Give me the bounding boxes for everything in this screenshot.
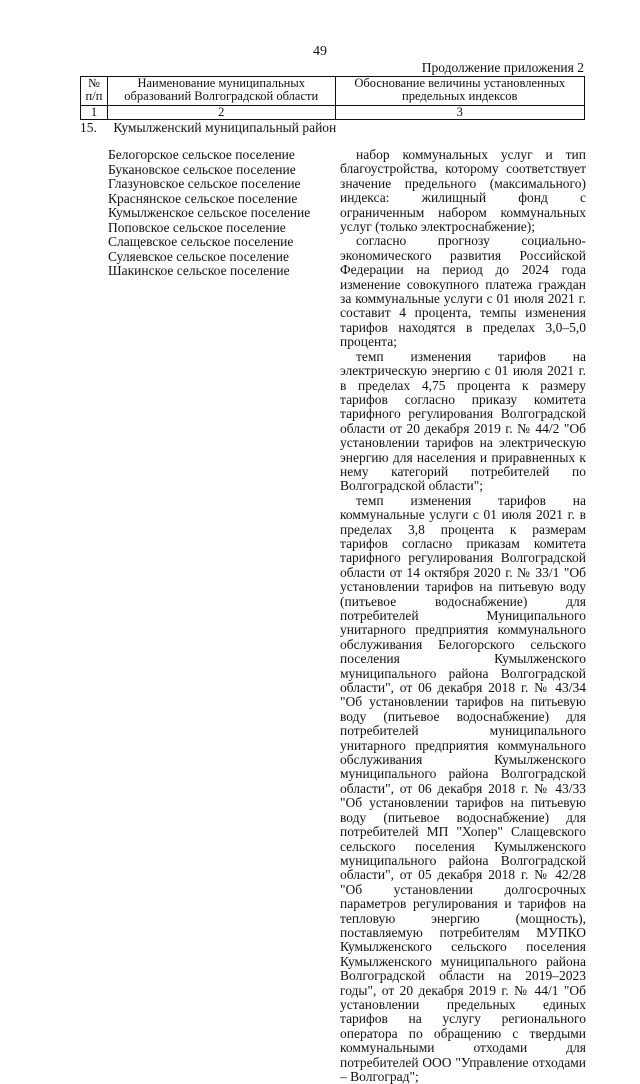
section-title: Кумылженский муниципальный район xyxy=(113,120,337,135)
header-num-2: 2 xyxy=(107,106,335,120)
justification-paragraph: темп изменения тарифов на электрическую энергию с 01 июля 2021 г. в пределах 4,75 процента к размеру тарифов согласно приказу комитета тарифного регулирования Волгоградской области от 20 декабря 2019 г. № 44/2 "Об установлении тарифов на электрическую энергию для населения и приравненных к нему категорий потребителей по Волгоградской области"; xyxy=(340,348,586,494)
justification-paragraph: темп изменения тарифов на коммунальные услуги с 01 июля 2021 г. в пределах 3,8 процента к размерам тарифов согласно приказам комитета тарифного регулирования Волгоградской области от 14 октября 2020 г. № 33/1 "Об установлении тарифов на питьевую воду (питьевое водоснабжение) для потребителей Муниципального унитарного предприятия коммунального обслуживания Белогорского сельского поселения Кумылженского муниципального района Волгоградской области", от 06 декабря 2018 г. № 43/34 "Об установлении тарифов на питьевую воду (питьевое водоснабжение) для потребителей муниципального унитарного предприятия коммунального обслуживания Кумылженского муниципального района Волгоградской области", от 06 декабря 2018 г. № 43/33 "Об установлении тарифов на питьевую воду (питьевое водоснабжение) для потребителей МП "Хопер" Слащевского сельского поселения Кумылженского муниципального района Волгоградской области", от 05 декабря 2018 г. № 42/28 "Об установлении долгосрочных параметров регулирования и тарифов на тепловую энергию (мощность), поставляемую потребителям МУПКО Кумылженского сельского поселения Кумылженского муниципального района Волгоградской области на 2019–2023 годы", от 20 декабря 2019 г. № 44/1 "Об установлении предельных единых тарифов на услугу регионального оператора по обращению с твердыми коммунальными отходами для потребителей ООО "Управление отходами – Волгоград"; xyxy=(340,492,586,1084)
settlement-item: Краснянское сельское поселение xyxy=(108,190,298,206)
justification-paragraph: согласно прогнозу социально-экономического развития Российской Федерации на период до 2024 года изменение совокупного платежа граждан за коммунальные услуги с 01 июля 2021 г. составит 4 процента, темпы изменения тарифов находятся в пределах 3,0–5,0 процента; xyxy=(340,233,586,350)
page-number: 49 xyxy=(313,44,327,59)
continuation-label: Продолжение приложения 2 xyxy=(421,60,584,75)
justification-text xyxy=(340,148,586,1084)
settlement-item: Кумылженское сельское поселение xyxy=(108,205,311,220)
settlement-list xyxy=(108,148,310,279)
header-col-municipality: Наименование муниципальных образований Волгоградской области xyxy=(107,77,335,106)
header-num-3: 3 xyxy=(335,106,585,120)
settlement-item: Белогорское сельское поселение xyxy=(108,147,295,162)
settlement-item: Шакинское сельское поселение xyxy=(108,263,290,278)
justification-paragraph: набор коммунальных услуг и тип благоустройства, которому соответствует значение предельного (максимального) индекса: жилищный фонд с ограниченным набором коммунальных услуг (только электроснабжение); xyxy=(340,147,586,235)
section-heading xyxy=(80,120,336,136)
header-col-number: № п/п xyxy=(81,77,108,106)
settlement-item: Букановское сельское поселение xyxy=(108,161,296,177)
settlement-item: Суляевское сельское поселение xyxy=(108,248,290,264)
settlement-item: Глазуновское сельское поселение xyxy=(108,176,301,191)
header-col-justification: Обоснование величины установленных предельных индексов xyxy=(335,77,585,106)
header-table xyxy=(80,76,585,120)
header-num-1: 1 xyxy=(81,106,108,120)
section-number: 15. xyxy=(80,120,97,135)
settlement-item: Слащевское сельское поселение xyxy=(108,234,294,249)
settlement-item: Поповское сельское поселение xyxy=(108,219,286,235)
